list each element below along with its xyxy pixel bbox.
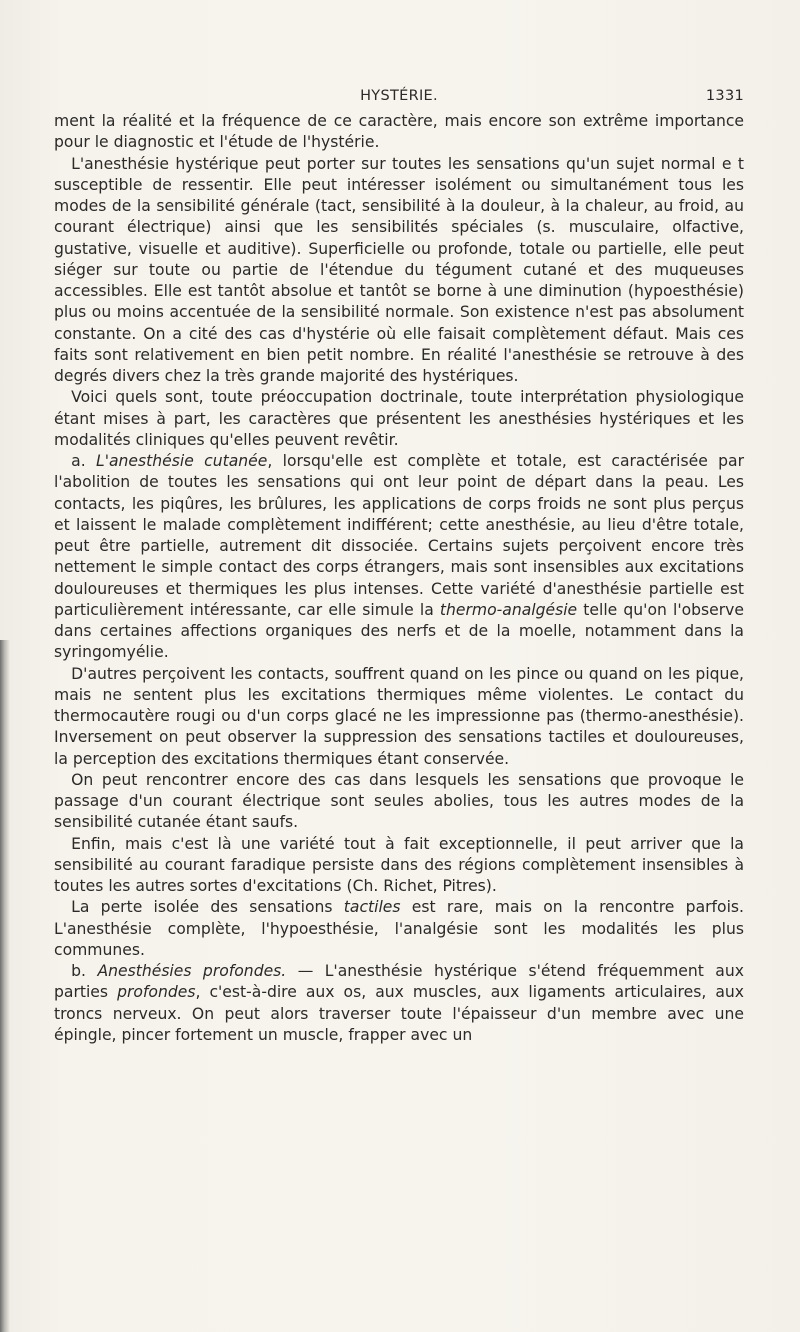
paragraph-anesthesie-cutanee [54,451,744,664]
term-anesthesie-cutanee: L'anesthésie cutanée [96,452,268,470]
term-profondes: profondes [117,983,196,1002]
paragraph-courant-faradique: Enfin, mais c'est là une variété tout à fait exceptionnelle, il peut arriver que la sensibilité au courant faradique persiste dans des régions complètement insensibles à toutes les autres sortes d'excitations (Ch. Richet, Pitres). [54,834,744,895]
binding-shadow [0,640,10,1332]
body-text [54,111,744,1046]
running-header [54,88,744,110]
paragraph-anesthesies-profondes [54,961,744,1046]
text-run: — L'anesthésie hystérique s'étend fréquemment aux parties [54,962,744,1002]
running-title: HYSTÉRIE. [360,88,438,104]
paragraph-anesthesie-intro: L'anesthésie hystérique peut porter sur toutes les sensations qu'un sujet normal e t susceptible de ressentir. Elle peut intéresser isolément ou simultanément tous les modes de la sensibilité générale (tact, sensibilité à la douleur, à la chaleur, au froid, au courant électrique) ainsi que les sensibilités spéciales (s. musculaire, olfactive, gustative, visuelle et auditive). Superficielle ou profonde, totale ou partielle, elle peut siéger sur toute ou partie de l'étendue du tégument cutané et des muqueuses accessibles. Elle est tantôt absolue et tantôt se borne à une diminution (hypoesthésie) plus ou moins accentuée de la sensibilité normale. Son existence n'est pas absolument constante. On a cité des cas d'hystérie où elle faisait complètement défaut. Mais ces faits sont relativement en bien petit nombre. En réalité l'anesthésie se retrouve à des degrés divers chez la très grande majorité des hystériques. [54,154,744,385]
term-anesthesies-profondes: Anesthésies profondes. [97,962,287,980]
paragraph-sensations-tactiles [54,897,744,961]
text-run: telle qu'on l'observe dans certaines affections organiques des nerfs et de la moelle, notamment dans la syringomyélie. [54,600,745,662]
text-run: La perte isolée des sensations [71,898,344,917]
paragraph-courant-electrique: On peut rencontrer encore des cas dans lesquels les sensations que provoque le passage d'un courant électrique sont seules abolies, tous les autres modes de la sensibilité cutanée étant saufs. [54,770,744,832]
text-run: , lorsqu'elle est complète et totale, est caractérisée par l'abolition de toutes les sensations qui ont leur point de départ dans la peau. Les contacts, les piqûres, les brûlures, les applications de corps froids ne sont plus perçus et laissent le malade complètement indifférent; cette anesthésie, au lieu d'être totale, peut être partielle, autrement dit dissociée. Certains sujets perçoivent encore très nettement le simple contact des corps étrangers, mais sont insensibles aux excitations douloureuses et thermiques les plus intenses. Cette variété d'anesthésie partielle est particulièrement intéressante, car elle simule la [54,452,744,619]
term-tactiles: tactiles [343,898,401,917]
text-run: est rare, mais on la rencontre parfois. L'anesthésie complète, l'hypoesthésie, l'analgésie sont les modalités les plus communes. [54,898,744,959]
paragraph-caracteres: Voici quels sont, toute préoccupation doctrinale, toute interprétation physiologique étant mises à part, les caractères que présentent les anesthésies hystériques et les modalités cliniques qu'elles peuvent revêtir. [54,388,744,449]
paragraph-thermo-anesthesie: D'autres perçoivent les contacts, souffrent quand on les pince ou quand on les pique, mais ne sentent plus les excitations thermiques même violentes. Le contact du thermocautère rougi ou d'un corps glacé ne les impressionne pas (thermo-anesthésie). Inversement on peut observer la suppression des sensations tactiles et douloureuses, la perception des excitations thermiques étant conservée. [54,664,744,768]
page-number: 1331 [705,88,744,104]
section-label-a: a. [71,452,86,470]
paragraph-continuation: ment la réalité et la fréquence de ce caractère, mais encore son extrême importance pour le diagnostic et l'étude de l'hystérie. [54,112,744,152]
term-thermo-analgesie: thermo-analgésie [439,600,578,619]
text-run: , c'est-à-dire aux os, aux muscles, aux ligaments articulaires, aux troncs nerveux. On peut alors traverser toute l'épaisseur d'un membre avec une épingle, pincer fortement un muscle, frapper avec un [54,983,744,1044]
section-label-b: b. [71,962,87,980]
